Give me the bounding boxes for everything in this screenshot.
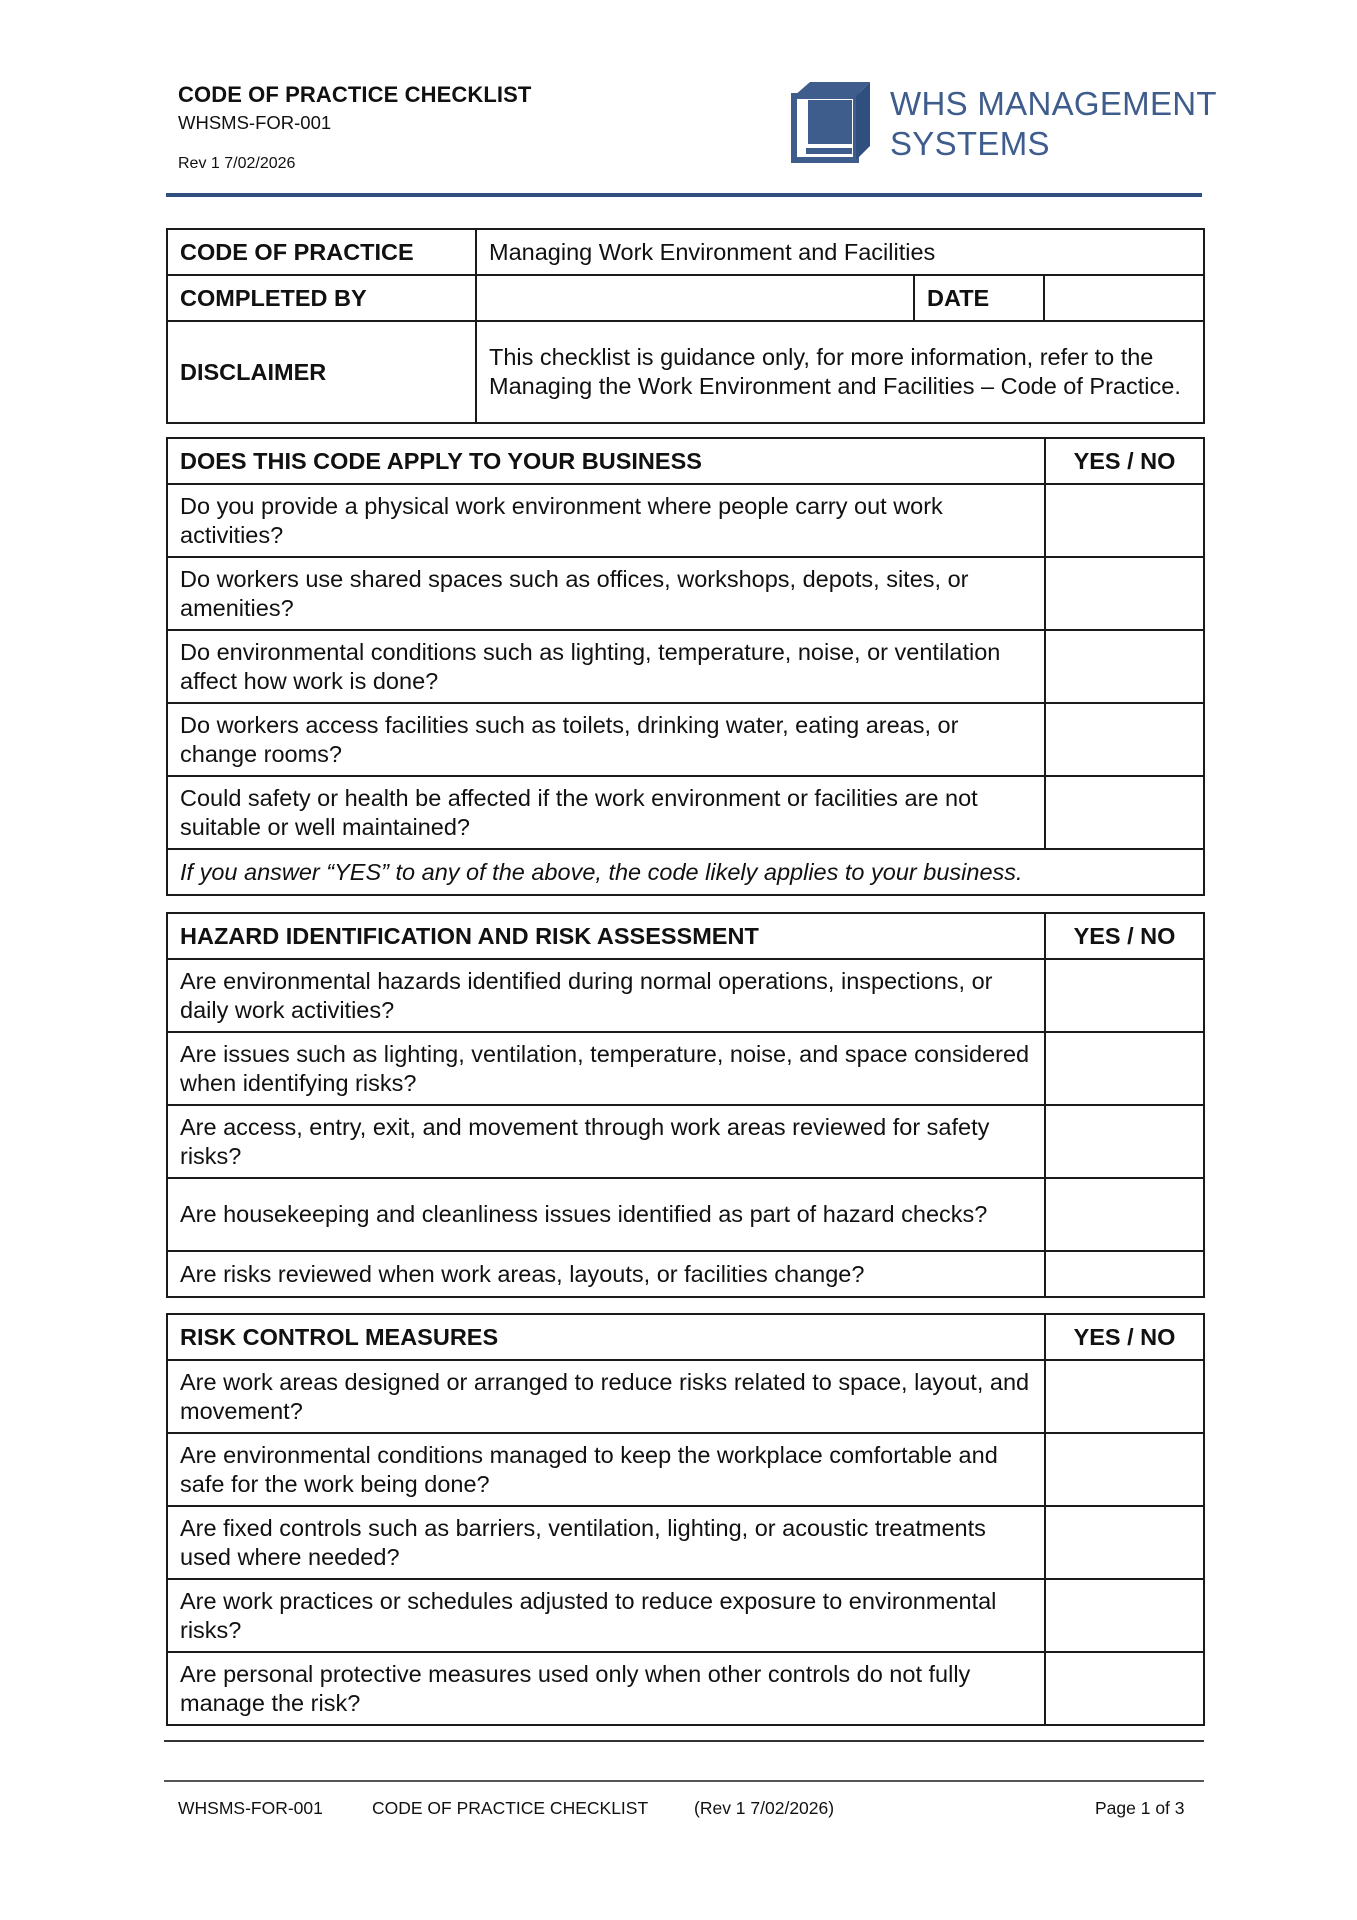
answer-cell[interactable] (1045, 1506, 1204, 1579)
date-field[interactable] (1044, 275, 1204, 321)
footer-revision: (Rev 1 7/02/2026) (694, 1798, 835, 1818)
answer-cell[interactable] (1045, 1251, 1204, 1297)
answer-cell[interactable] (1045, 1652, 1204, 1725)
question-text: Are housekeeping and cleanliness issues identified as part of hazard checks? (167, 1178, 1045, 1251)
yes-no-header: YES / NO (1045, 913, 1204, 959)
logo-line-2: SYSTEMS (890, 125, 1050, 162)
section-title: RISK CONTROL MEASURES (167, 1314, 1045, 1360)
answer-cell[interactable] (1045, 1579, 1204, 1652)
date-label: DATE (914, 275, 1044, 321)
question-text: Do environmental conditions such as lighting, temperature, noise, or ventilation affect how work is done? (167, 630, 1045, 703)
question-text: Are fixed controls such as barriers, ventilation, lighting, or acoustic treatments used where needed? (167, 1506, 1045, 1579)
section-risk-control (166, 1313, 1205, 1726)
yes-no-header: YES / NO (1045, 1314, 1204, 1360)
question-text: Do you provide a physical work environment where people carry out work activities? (167, 484, 1045, 557)
logo-wordmark (890, 84, 1217, 164)
question-text: Are access, entry, exit, and movement through work areas reviewed for safety risks? (167, 1105, 1045, 1178)
answer-cell[interactable] (1045, 1433, 1204, 1506)
answer-cell[interactable] (1045, 776, 1204, 849)
answer-cell[interactable] (1045, 959, 1204, 1032)
document-title: CODE OF PRACTICE CHECKLIST (178, 82, 532, 107)
question-text: Are work areas designed or arranged to reduce risks related to space, layout, and movement? (167, 1360, 1045, 1433)
document-revision: Rev 1 7/02/2026 (178, 155, 296, 172)
header-divider (166, 193, 1202, 197)
answer-cell[interactable] (1045, 1178, 1204, 1251)
question-text: Are risks reviewed when work areas, layouts, or facilities change? (167, 1251, 1045, 1297)
footer-title: CODE OF PRACTICE CHECKLIST (372, 1798, 649, 1818)
question-text: Are issues such as lighting, ventilation, temperature, noise, and space considered when identifying risks? (167, 1032, 1045, 1105)
answer-cell[interactable] (1045, 1360, 1204, 1433)
question-text: Are environmental conditions managed to keep the workplace comfortable and safe for the work being done? (167, 1433, 1045, 1506)
applicability-note: If you answer “YES” to any of the above, the code likely applies to your business. (167, 849, 1204, 895)
question-text: Do workers use shared spaces such as offices, workshops, depots, sites, or amenities? (167, 557, 1045, 630)
footer-doc-code: WHSMS-FOR-001 (178, 1798, 323, 1818)
question-text: Could safety or health be affected if the work environment or facilities are not suitable or well maintained? (167, 776, 1045, 849)
yes-no-header: YES / NO (1045, 438, 1204, 484)
code-of-practice-value: Managing Work Environment and Facilities (476, 229, 1204, 275)
question-text: Are personal protective measures used only when other controls do not fully manage the risk? (167, 1652, 1045, 1725)
completed-by-field[interactable] (476, 275, 914, 321)
section-hazard-identification (166, 912, 1205, 1298)
footer-page-number: Page 1 of 3 (1095, 1798, 1185, 1818)
footer-divider (164, 1780, 1204, 1782)
answer-cell[interactable] (1045, 630, 1204, 703)
answer-cell[interactable] (1045, 484, 1204, 557)
question-text: Are environmental hazards identified during normal operations, inspections, or daily work activities? (167, 959, 1045, 1032)
completed-by-label: COMPLETED BY (167, 275, 476, 321)
answer-cell[interactable] (1045, 1032, 1204, 1105)
document-code: WHSMS-FOR-001 (178, 112, 332, 133)
content-end-divider (164, 1740, 1204, 1742)
section-title: HAZARD IDENTIFICATION AND RISK ASSESSMENT (167, 913, 1045, 959)
section-applicability (166, 437, 1205, 896)
answer-cell[interactable] (1045, 557, 1204, 630)
cube-logo-icon (790, 78, 874, 164)
disclaimer-text: This checklist is guidance only, for more information, refer to the Managing the Work Environment and Facilities – Code of Practice. (476, 321, 1204, 423)
section-title: DOES THIS CODE APPLY TO YOUR BUSINESS (167, 438, 1045, 484)
company-logo (790, 78, 1217, 168)
logo-line-1: WHS MANAGEMENT (890, 85, 1217, 122)
answer-cell[interactable] (1045, 1105, 1204, 1178)
question-text: Are work practices or schedules adjusted to reduce exposure to environmental risks? (167, 1579, 1045, 1652)
disclaimer-label: DISCLAIMER (167, 321, 476, 423)
answer-cell[interactable] (1045, 703, 1204, 776)
code-of-practice-label: CODE OF PRACTICE (167, 229, 476, 275)
info-table (166, 228, 1205, 424)
question-text: Do workers access facilities such as toilets, drinking water, eating areas, or change rooms? (167, 703, 1045, 776)
